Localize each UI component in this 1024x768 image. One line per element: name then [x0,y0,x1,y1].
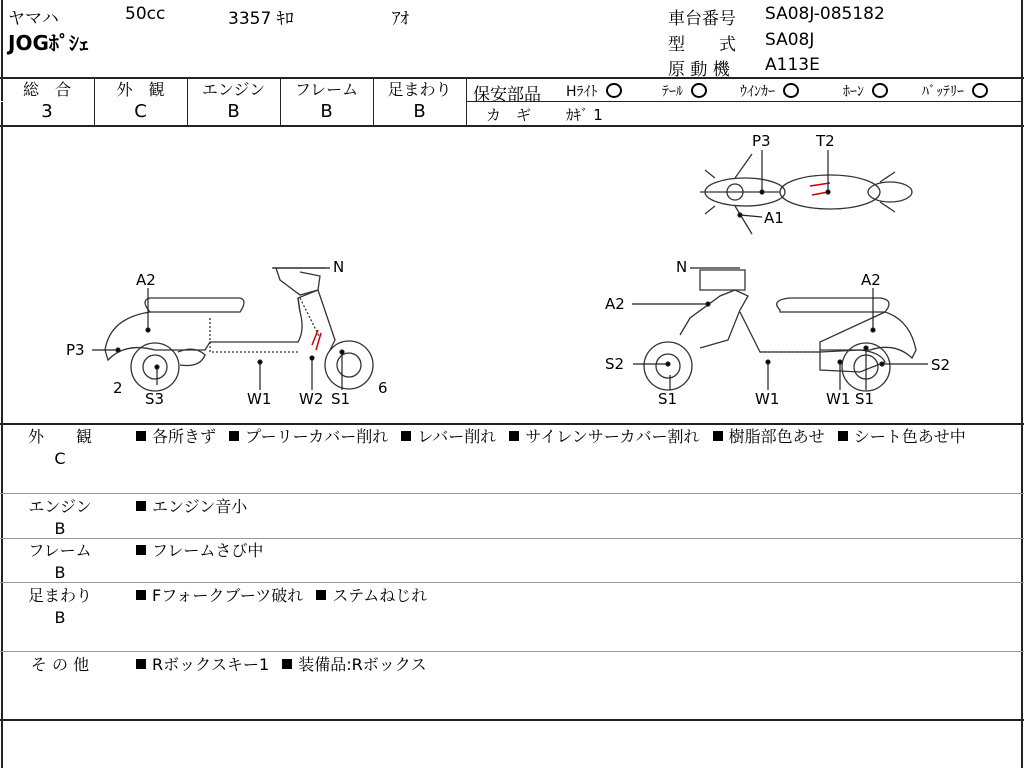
label-s2-right-rear: S2 [931,356,951,374]
label-s1-right-front: S1 [658,390,678,408]
section-grade: C [54,449,66,468]
grade-exterior-label: 外 観 [116,80,165,99]
safety-item-label: Hﾗｲﾄ [566,84,598,100]
divider-sec4 [0,651,1024,652]
divider-grades-mid [466,101,1022,102]
section-engine-label [0,496,120,540]
ok-circle-icon [783,83,799,98]
label-w1-right-rear: W1 [826,390,851,408]
label-s2-right-front: S2 [605,355,625,373]
divider-sec5 [0,719,1024,721]
label-w1-right: W1 [755,390,780,408]
safety-item-headlight [566,81,622,101]
section-exterior-label [0,426,120,470]
label-w2-left: W2 [299,390,324,408]
engine-value: A113E [765,55,820,75]
section-title: フレーム [28,541,92,560]
scooter-top-view [700,154,912,234]
label-a2-left: A2 [136,271,156,289]
label-w1-left: W1 [247,390,272,408]
label-p3-top: P3 [752,132,771,150]
displacement: 50cc [125,4,166,24]
grade-engine-value: B [227,101,240,122]
section-other-text: Rボックスキー1 装備品:Rボックス [136,654,1016,676]
divider-sec1 [0,493,1024,494]
grade-overall-label: 総 合 [22,80,71,99]
safety-item-label: ﾊﾞｯﾃﾘｰ [922,84,964,100]
safety-item-label: ﾎｰﾝ [843,84,864,100]
section-suspension-text: Fフォークブーツ破れ ステムねじれ [136,585,1016,607]
key-value: ｶｷﾞ 1 [566,106,603,124]
section-grade: B [54,563,66,582]
label-s1-right-rear: S1 [855,390,875,408]
color: ｱｵ [392,9,409,29]
maker: ヤマハ [8,9,59,29]
section-other-label [0,654,120,676]
section-engine-text: エンジン音小 [136,496,1016,518]
divider-diagram-bottom [0,423,1024,425]
mileage: 3357 ｷﾛ [228,9,294,29]
safety-item-label: ｳｲﾝｶｰ [740,84,775,100]
label-n-left: N [333,258,345,276]
label-a2-right-front: A2 [605,295,625,313]
grade-suspension-value: B [413,101,426,122]
safety-label: 保安部品 [473,85,541,105]
ok-circle-icon [872,83,888,98]
section-title: 足まわり [27,586,92,605]
label-a1-top: A1 [764,209,784,227]
label-n-right: N [676,258,688,276]
section-frame-label [0,540,120,584]
label-s3-left: S3 [145,390,165,408]
grade-exterior-value: C [134,101,147,122]
ok-circle-icon [691,83,707,98]
section-grade: B [54,519,66,538]
engine-label: 原 動 機 [668,60,730,80]
section-title: 外 観 [27,427,92,446]
divider-sec3 [0,582,1024,583]
ok-circle-icon [972,83,988,98]
grade-suspension-label: 足まわり [387,80,452,99]
safety-item-winker [740,81,799,101]
divider-header [0,77,1024,79]
label-t2-top: T2 [816,132,835,150]
label-s1-left: S1 [331,390,351,408]
type-value: SA08J [765,30,815,50]
safety-item-battery [922,81,988,101]
label-6-left: 6 [378,379,388,397]
grade-frame-label: フレーム [294,80,359,99]
damage-mark [312,330,321,350]
label-2-left: 2 [113,379,123,397]
section-grade: B [54,608,66,627]
grade-overall-value: 3 [41,101,53,122]
divider-sec2 [0,538,1024,539]
section-title: そ の 他 [30,655,90,674]
grade-frame-value: B [320,101,333,122]
label-a2-right-rear: A2 [861,271,881,289]
type-label: 型 式 [668,35,736,55]
grade-col-divider [466,78,467,126]
model-name: JOGﾎﾟｼｪ [8,31,89,55]
key-label: カ ギ [486,106,532,124]
safety-item-horn [843,81,888,101]
section-title: エンジン [28,497,92,516]
ok-circle-icon [606,83,622,98]
grade-engine-label: エンジン [201,80,266,99]
chassis-label: 車台番号 [668,9,736,29]
label-p3-left: P3 [66,341,85,359]
section-suspension-label [0,585,120,629]
damage-diagram [0,127,1022,423]
section-exterior-text: 各所きず プーリーカバー削れ レバー削れ サイレンサーカバー割れ 樹脂部色あせ シート色あせ中 [136,426,1016,448]
safety-item-label: ﾃｰﾙ [662,84,683,100]
section-frame-text: フレームさび中 [136,540,1016,562]
chassis-value: SA08J-085182 [765,4,885,24]
safety-item-tail [662,81,707,101]
